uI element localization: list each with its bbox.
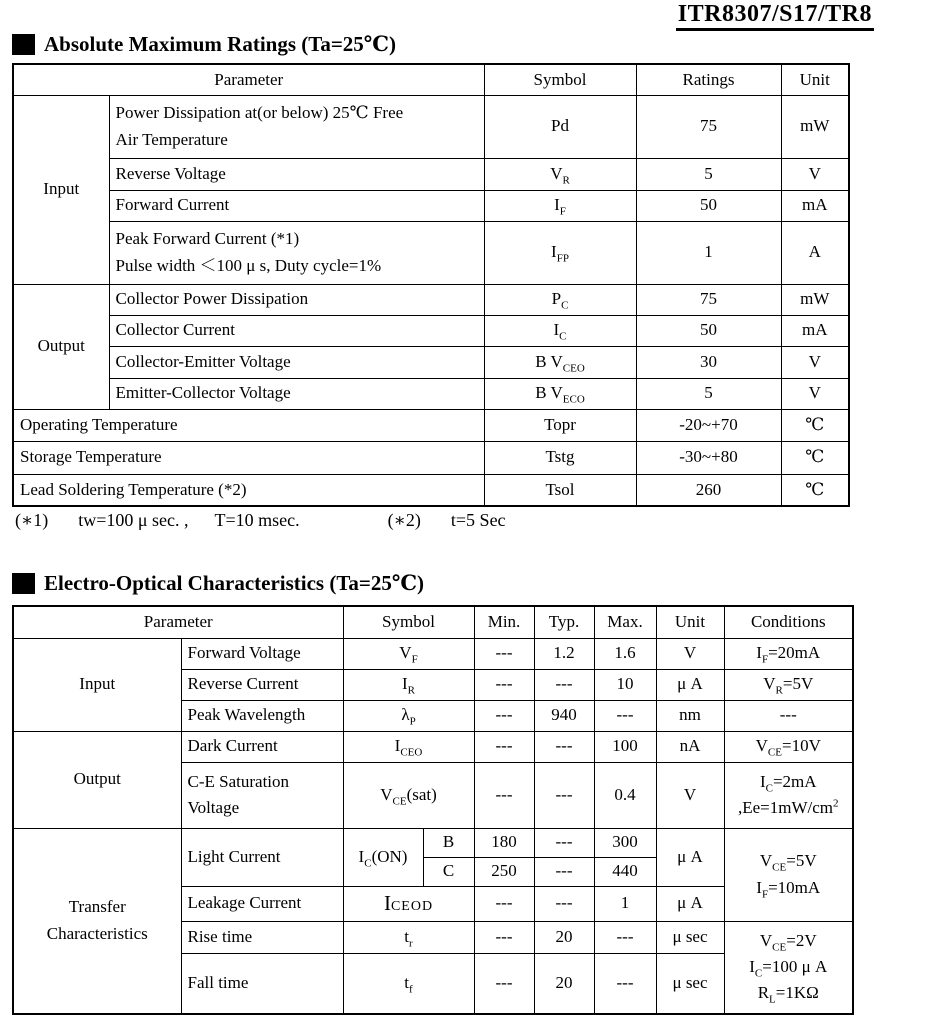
unit-cell: ℃ [781, 474, 849, 506]
ratings-cell: 5 [636, 158, 781, 190]
unit-cell: mW [781, 95, 849, 158]
electro-optical-characteristics-table [12, 605, 854, 1015]
typ-cell: 940 [534, 700, 594, 731]
typ-cell: --- [534, 731, 594, 762]
section-heading-absolute-maximum-ratings [12, 31, 396, 57]
symbol-cell: $t_r$ [343, 921, 474, 953]
table-row [13, 828, 853, 857]
typ-cell: --- [534, 828, 594, 857]
table-row [13, 638, 853, 669]
symbol-cell: $V_F$ [343, 638, 474, 669]
section-title: Electro-Optical Characteristics (Ta=25℃) [44, 571, 425, 595]
rank-cell: C [423, 857, 474, 886]
typ-cell: --- [534, 762, 594, 828]
parameter-cell: Dark Current [181, 731, 343, 762]
symbol-cell: Topr [484, 409, 636, 441]
unit-cell: mW [781, 284, 849, 315]
parameter-cell: Collector Current [109, 315, 484, 346]
symbol-cell: $I_C$ [484, 315, 636, 346]
typ-cell: 1.2 [534, 638, 594, 669]
symbol-cell: $V_R$ [484, 158, 636, 190]
table-row [13, 441, 849, 474]
conditions-cell: $I_C=2mA$ $,Ee=1mW/cm^2$ [724, 762, 853, 828]
parameter-cell: C-E Saturation Voltage [181, 762, 343, 828]
conditions-cell: $V_{CE}=2V$ $I_C=100$ μ A $R_L=1K\Omega$ [724, 921, 853, 1014]
table-row [13, 221, 849, 284]
header-unit: Unit [656, 606, 724, 638]
unit-cell: μ sec [656, 921, 724, 953]
typ-cell: --- [534, 669, 594, 700]
symbol-cell: $I_R$ [343, 669, 474, 700]
header-parameter: Parameter [13, 606, 343, 638]
symbol-cell: $V_{CE}(sat)$ [343, 762, 474, 828]
header-unit: Unit [781, 64, 849, 95]
unit-cell: V [781, 378, 849, 409]
parameter-cell: Operating Temperature [13, 409, 484, 441]
header-parameter: Parameter [13, 64, 484, 95]
unit-cell: μ sec [656, 953, 724, 1014]
parameter-cell: Forward Current [109, 190, 484, 221]
typ-cell: --- [534, 857, 594, 886]
ratings-cell: 75 [636, 95, 781, 158]
parameter-cell: Lead Soldering Temperature (*2) [13, 474, 484, 506]
header-symbol: Symbol [484, 64, 636, 95]
unit-cell: μ A [656, 828, 724, 886]
absolute-maximum-ratings-table [12, 63, 850, 507]
max-cell: 0.4 [594, 762, 656, 828]
section-title: Absolute Maximum Ratings (Ta=25℃) [44, 32, 396, 56]
black-square-icon [12, 34, 35, 55]
ratings-cell: 50 [636, 315, 781, 346]
unit-cell: μ A [656, 886, 724, 921]
min-cell: --- [474, 762, 534, 828]
page-title: ITR8307/S17/TR8 [676, 1, 874, 31]
table-row [13, 284, 849, 315]
symbol-cell: Tsol [484, 474, 636, 506]
min-cell: --- [474, 638, 534, 669]
parameter-cell: Light Current [181, 828, 343, 886]
header-max: Max. [594, 606, 656, 638]
ratings-cell: 30 [636, 346, 781, 378]
symbol-cell: $\lambda_P$ [343, 700, 474, 731]
table-row [13, 378, 849, 409]
table-row [13, 731, 853, 762]
header-symbol: Symbol [343, 606, 474, 638]
group-cell-input: Input [13, 638, 181, 731]
unit-cell: nm [656, 700, 724, 731]
group-cell-input: Input [13, 95, 109, 284]
parameter-cell: Rise time [181, 921, 343, 953]
symbol-cell: $I_C(ON)$ [343, 828, 423, 886]
parameter-cell: Peak Forward Current (*1) Pulse width ＜100 μ s, Duty cycle=1% [109, 221, 484, 284]
parameter-cell: Collector-Emitter Voltage [109, 346, 484, 378]
max-cell: 1 [594, 886, 656, 921]
max-cell: 440 [594, 857, 656, 886]
unit-cell: ℃ [781, 409, 849, 441]
typ-cell: 20 [534, 953, 594, 1014]
unit-cell: V [781, 158, 849, 190]
ratings-cell: 75 [636, 284, 781, 315]
parameter-cell: Collector Power Dissipation [109, 284, 484, 315]
min-cell: --- [474, 700, 534, 731]
conditions-cell: $V_{CE}=5V$ $I_F=10mA$ [724, 828, 853, 921]
group-cell-output: Output [13, 731, 181, 828]
symbol-cell: $I_{CEO}$ [343, 731, 474, 762]
parameter-cell: Leakage Current [181, 886, 343, 921]
parameter-cell: Forward Voltage [181, 638, 343, 669]
table-row [13, 606, 853, 638]
symbol-cell: B $V_{ECO}$ [484, 378, 636, 409]
max-cell: 1.6 [594, 638, 656, 669]
table-row [13, 346, 849, 378]
unit-cell: ℃ [781, 441, 849, 474]
ratings-cell: -30~+80 [636, 441, 781, 474]
unit-cell: mA [781, 190, 849, 221]
conditions-cell: $I_F=20mA$ [724, 638, 853, 669]
parameter-cell: Power Dissipation at(or below) 25℃ Free Air Temperature [109, 95, 484, 158]
table-row [13, 158, 849, 190]
min-cell: --- [474, 886, 534, 921]
table-row [13, 190, 849, 221]
header-ratings: Ratings [636, 64, 781, 95]
min-cell: --- [474, 921, 534, 953]
max-cell: --- [594, 700, 656, 731]
footnote: (∗1) tw=100 μ sec. , T=10 msec. (∗2) t=5 Sec [15, 510, 506, 530]
symbol-cell: Tstg [484, 441, 636, 474]
header-typ: Typ. [534, 606, 594, 638]
header-min: Min. [474, 606, 534, 638]
ratings-cell: 5 [636, 378, 781, 409]
parameter-cell: Emitter-Collector Voltage [109, 378, 484, 409]
min-cell: --- [474, 669, 534, 700]
ratings-cell: 1 [636, 221, 781, 284]
table-row [13, 64, 849, 95]
min-cell: 250 [474, 857, 534, 886]
parameter-cell: Fall time [181, 953, 343, 1014]
typ-cell: --- [534, 886, 594, 921]
min-cell: 180 [474, 828, 534, 857]
max-cell: 100 [594, 731, 656, 762]
symbol-cell: B $V_{CEO}$ [484, 346, 636, 378]
conditions-cell: $V_R=5V$ [724, 669, 853, 700]
symbol-cell: ICEOD [343, 886, 474, 921]
parameter-cell: Reverse Voltage [109, 158, 484, 190]
conditions-cell: --- [724, 700, 853, 731]
unit-cell: A [781, 221, 849, 284]
table-row [13, 95, 849, 158]
unit-cell: V [656, 762, 724, 828]
symbol-cell: $I_F$ [484, 190, 636, 221]
unit-cell: mA [781, 315, 849, 346]
ratings-cell: 260 [636, 474, 781, 506]
symbol-cell: Pd [484, 95, 636, 158]
conditions-cell: $V_{CE}=10V$ [724, 731, 853, 762]
unit-cell: V [656, 638, 724, 669]
symbol-cell: $P_C$ [484, 284, 636, 315]
symbol-cell: $t_f$ [343, 953, 474, 1014]
max-cell: 300 [594, 828, 656, 857]
max-cell: 10 [594, 669, 656, 700]
parameter-cell: Reverse Current [181, 669, 343, 700]
section-heading-electro-optical-characteristics [12, 570, 424, 596]
unit-cell: μ A [656, 669, 724, 700]
table-row [13, 474, 849, 506]
table-row [13, 315, 849, 346]
symbol-cell: $I_{FP}$ [484, 221, 636, 284]
table-row [13, 409, 849, 441]
typ-cell: 20 [534, 921, 594, 953]
ratings-cell: 50 [636, 190, 781, 221]
black-square-icon [12, 573, 35, 594]
max-cell: --- [594, 953, 656, 1014]
group-cell-output: Output [13, 284, 109, 409]
rank-cell: B [423, 828, 474, 857]
min-cell: --- [474, 731, 534, 762]
min-cell: --- [474, 953, 534, 1014]
parameter-cell: Storage Temperature [13, 441, 484, 474]
parameter-cell: Peak Wavelength [181, 700, 343, 731]
unit-cell: V [781, 346, 849, 378]
max-cell: --- [594, 921, 656, 953]
header-conditions: Conditions [724, 606, 853, 638]
ratings-cell: -20~+70 [636, 409, 781, 441]
group-cell-transfer-characteristics: Transfer Characteristics [13, 828, 181, 1014]
unit-cell: nA [656, 731, 724, 762]
